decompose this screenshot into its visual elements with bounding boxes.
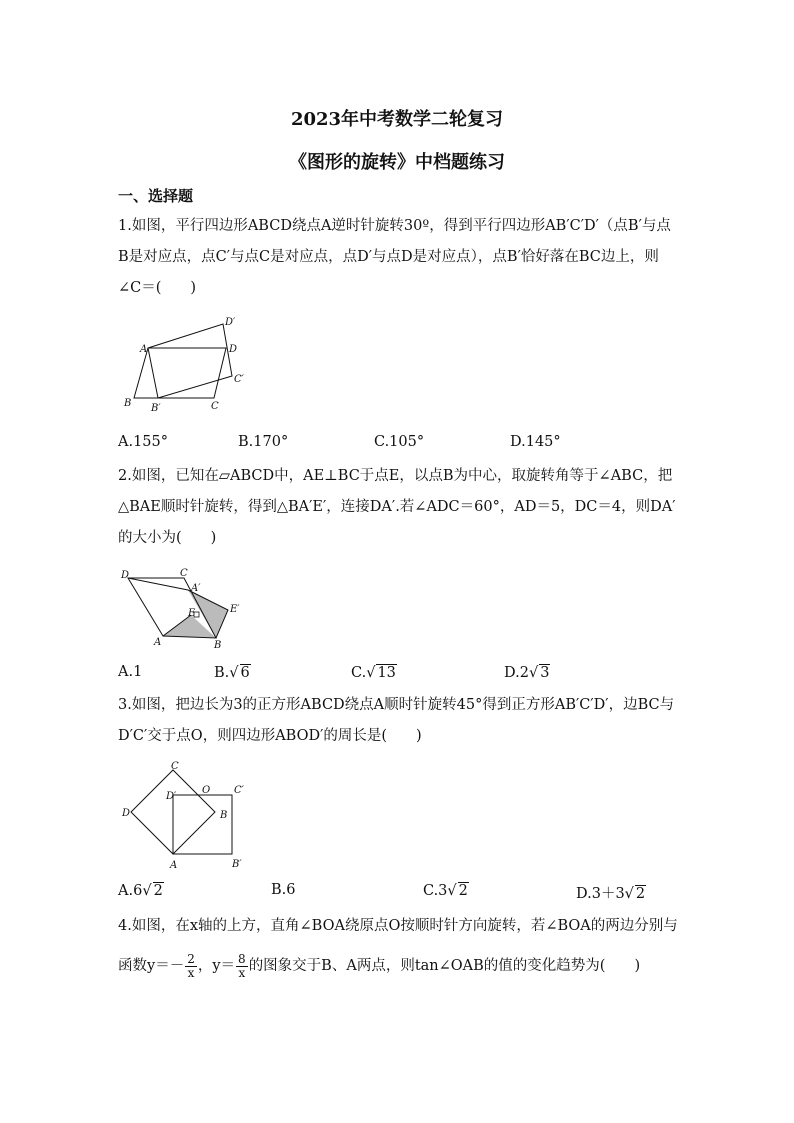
fig3-label-c-prime: C′: [234, 785, 244, 796]
question-3-figure: [118, 757, 258, 872]
q1-option-d[interactable]: D.145°: [510, 434, 561, 450]
fig2-label-a: A: [154, 637, 162, 648]
fig3-label-b: B: [220, 810, 228, 821]
fig3-label-o: O: [202, 785, 211, 796]
q2-option-d[interactable]: D.2√ 3: [504, 665, 550, 681]
q3-option-d[interactable]: D.3＋3√ 2: [576, 886, 646, 902]
question-1-text: 1.如图，平行四边形ABCD绕点A逆时针旋转30º，得到平行四边形AB′C′D′（点B′与点B是对应点，点C′与点C是对应点，点D′与点D是对应点），点B′恰好落在BC边上，则∠C＝( ): [118, 218, 671, 296]
fig1-label-d-prime: D′: [225, 317, 236, 328]
fig2-label-c: C: [180, 568, 188, 579]
fig1-label-b-prime: B′: [151, 403, 161, 414]
fraction-minus-2-over-x: $\frac{2}{x}$: [187, 951, 195, 980]
fig2-label-d: D: [121, 570, 130, 581]
parallelogram-abcd: [134, 348, 226, 398]
fig1-label-c-prime: C′: [234, 374, 244, 385]
fig3-label-a: A: [170, 860, 178, 871]
question-2-text: 2.如图，已知在▱ABCD中，AE⊥BC于点E，以点B为中心，取旋转角等于∠ABC，把△BAE顺时针旋转，得到△BA′E′，连接DA′.若∠ADC＝60°，AD＝5，DC＝4，则DA′的大小为( ): [118, 468, 676, 546]
fig2-label-e-prime: E′: [230, 604, 240, 615]
section-heading: 一、选择题: [118, 187, 194, 205]
q3-option-a[interactable]: A.6√ 2: [118, 883, 163, 899]
q1-option-b[interactable]: B.170°: [238, 434, 289, 450]
q1-option-c[interactable]: C.105°: [374, 434, 425, 450]
document-title: 2023年中考数学二轮复习: [290, 109, 504, 130]
document-subtitle: 《图形的旋转》中档题练习: [289, 152, 505, 173]
fig1-label-c: C: [211, 401, 219, 412]
fig2-label-e: E: [188, 608, 196, 619]
q2-option-b[interactable]: B.√ 6: [214, 665, 250, 681]
q3-option-b[interactable]: B.6: [271, 882, 296, 898]
fig2-label-b: B: [214, 640, 222, 651]
question-3-text: 3.如图，把边长为3的正方形ABCD绕点A顺时针旋转45°得到正方形AB′C′D′，边BC与D′C′交于点O，则四边形ABOD′的周长是( ): [118, 697, 675, 744]
q2-option-a[interactable]: A.1: [118, 664, 143, 680]
question-2-figure: [118, 566, 248, 651]
fig1-label-d: D: [229, 344, 238, 355]
fig3-label-b-prime: B′: [232, 859, 242, 870]
fig3-label-c: C: [171, 761, 179, 772]
fig3-label-d-prime: D′: [166, 791, 177, 802]
fig3-label-d: D: [122, 808, 131, 819]
q1-option-a[interactable]: A.155°: [118, 434, 169, 450]
fig1-label-b: B: [124, 398, 132, 409]
fraction-8-over-x: $\frac{8}{x}$: [238, 951, 246, 980]
q3-option-c[interactable]: C.3√ 2: [423, 883, 468, 899]
parallelogram-ab-prime: [148, 324, 232, 398]
q2-option-c[interactable]: C.√ 13: [351, 665, 396, 681]
fig2-label-a-prime: A′: [191, 583, 201, 594]
question-4-text: 4.如图，在x轴的上方，直角∠BOA绕原点O按顺时针方向旋转，若∠BOA的两边分别与函数y＝－ $\frac{2}{x}$ ，y＝ $\frac{8}{x}$ 的图象交于B、A两点，则tan∠OAB的值的变化趋势为( ): [118, 918, 678, 980]
question-1-figure: [118, 312, 258, 417]
fig1-label-a: A: [140, 344, 148, 355]
